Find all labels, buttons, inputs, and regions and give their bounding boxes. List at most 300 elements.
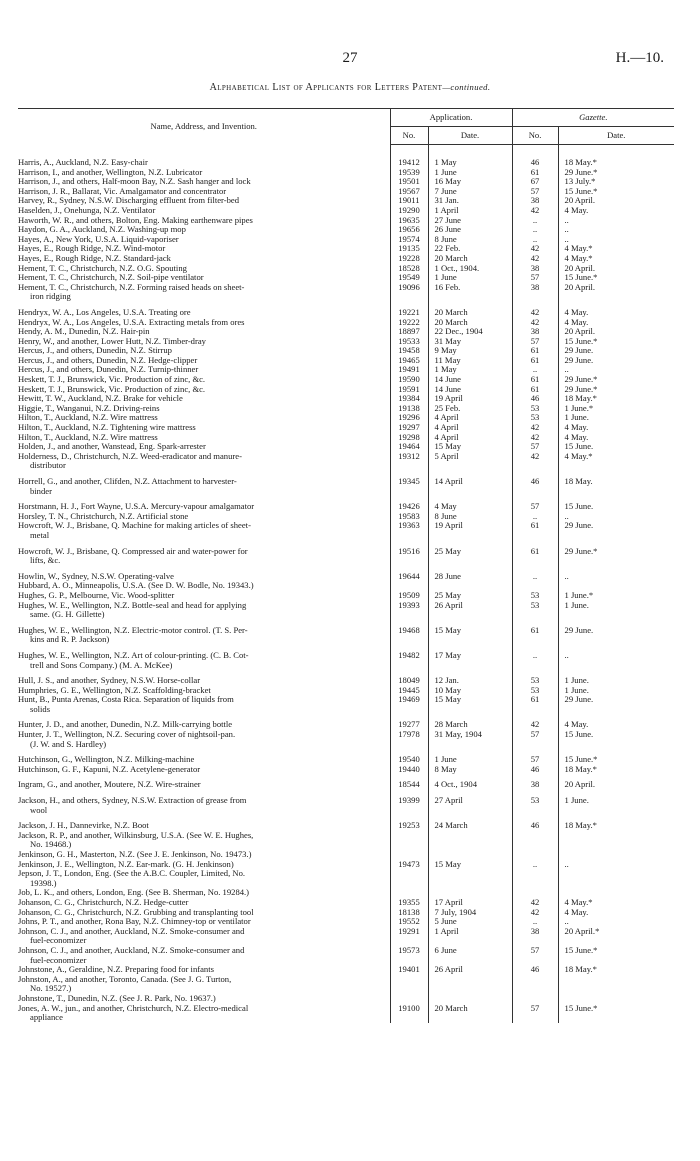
- entry-description: [18, 145, 390, 168]
- application-number: 19491: [390, 365, 428, 375]
- application-date: 1 May: [428, 145, 512, 168]
- entry-line: Johnson, C. J., and another, Auckland, N.Z. Smoke-consumer and: [18, 945, 245, 955]
- entry-description: [18, 686, 390, 696]
- gazette-number: 38: [512, 927, 558, 946]
- gazette-date: ..: [564, 649, 569, 660]
- table-row: [18, 670, 674, 686]
- entry-description: [18, 898, 390, 908]
- application-number: 19253: [390, 815, 428, 831]
- application-number: 19469: [390, 695, 428, 714]
- gazette-number: ..: [512, 512, 558, 522]
- gazette-number: [512, 869, 558, 888]
- gazette-number: 53: [512, 686, 558, 696]
- entry-line: Hement, T. C., Christchurch, N.Z. O.G. Spouting: [18, 263, 187, 273]
- entry-description: [18, 337, 390, 347]
- entry-line: Johnson, C. J., and another, Auckland, N.Z. Smoke-consumer and: [18, 926, 245, 936]
- application-date: 31 Jan.: [428, 196, 512, 206]
- gazette-date: 18 May.*: [564, 965, 597, 975]
- application-date: 4 May: [428, 496, 512, 512]
- entry-description: [18, 385, 390, 395]
- table-row: [18, 994, 674, 1004]
- application-number: 19221: [390, 302, 428, 318]
- entry-description: [18, 394, 390, 404]
- gazette-number: 42: [512, 206, 558, 216]
- application-number: 19011: [390, 196, 428, 206]
- gazette-number: 46: [512, 765, 558, 775]
- entry-description: [18, 695, 390, 714]
- table-row: [18, 927, 674, 946]
- gazette-number: 38: [512, 283, 558, 302]
- application-date: 14 April: [428, 471, 512, 496]
- entry-line: Harrison, J. R., Ballarat, Vic. Amalgamator and concentrator: [18, 186, 227, 196]
- table-row: [18, 908, 674, 918]
- gazette-date: 15 June.*: [564, 186, 598, 196]
- gazette-number: ..: [512, 860, 558, 870]
- entry-description: [18, 375, 390, 385]
- application-number: 19549: [390, 273, 428, 283]
- table-header: [18, 109, 674, 145]
- gazette-date: ..: [564, 365, 569, 375]
- entry-line-continued: (J. W. and S. Hardley): [30, 738, 107, 749]
- table-row: [18, 327, 674, 337]
- entry-line: Hunt, B., Punta Arenas, Costa Rica. Separation of liquids from: [18, 695, 234, 705]
- application-number: 19298: [390, 433, 428, 443]
- application-number: 19473: [390, 860, 428, 870]
- application-number: [390, 888, 428, 898]
- entry-line: Hubbard, A. O., Minneapolis, U.S.A. (See D. W. Bodle, No. 19343.): [18, 581, 254, 591]
- entry-line: Haworth, W. R., and others, Bolton, Eng. Making earthenware pipes: [18, 215, 253, 225]
- entry-description: [18, 346, 390, 356]
- entry-description: [18, 946, 390, 965]
- header-application-no: No.: [390, 127, 428, 145]
- gazette-number: 61: [512, 620, 558, 645]
- table-row: [18, 404, 674, 414]
- application-date: 9 May: [428, 346, 512, 356]
- table-row: [18, 581, 674, 591]
- entry-description: [18, 975, 390, 994]
- application-date: 25 May: [428, 541, 512, 566]
- entry-line: Hull, J. S., and another, Sydney, N.S.W. Horse-collar: [18, 675, 201, 686]
- application-number: [390, 850, 428, 860]
- gazette-date: ..: [564, 570, 569, 581]
- gazette-number: 53: [512, 404, 558, 414]
- table-row: [18, 686, 674, 696]
- header-name-address-invention: Name, Address, and Invention.: [18, 109, 390, 145]
- entry-description: [18, 327, 390, 337]
- gazette-number: 46: [512, 145, 558, 168]
- table-row: [18, 850, 674, 860]
- application-date: 4 April: [428, 423, 512, 433]
- gazette-date: 15 June.*: [564, 273, 598, 283]
- entry-line: Humphries, G. E., Wellington, N.Z. Scaffolding-bracket: [18, 685, 211, 695]
- gazette-number: 61: [512, 356, 558, 366]
- application-number: 18544: [390, 774, 428, 790]
- gazette-date: 1 June.*: [564, 590, 594, 600]
- entry-description: [18, 471, 390, 496]
- entry-description: [18, 765, 390, 775]
- application-date: 16 Feb.: [428, 283, 512, 302]
- entry-line: Holden, J., and another, Wanstead, Eng. Spark-arrester: [18, 442, 206, 452]
- table-row: [18, 601, 674, 620]
- table-row: [18, 815, 674, 831]
- application-number: 19291: [390, 927, 428, 946]
- entry-line: Henry, W., and another, Lower Hutt, N.Z. Timber-dray: [18, 336, 206, 346]
- entry-line: Johnstone, A., Geraldine, N.Z. Preparing food for infants: [18, 965, 214, 975]
- gazette-number: 61: [512, 375, 558, 385]
- entry-description: [18, 264, 390, 274]
- entry-description: [18, 831, 390, 850]
- application-number: 19464: [390, 442, 428, 452]
- title-suffix: —continued.: [442, 82, 491, 92]
- entry-line: Johnston, A., and another, Toronto, Canada. (See J. G. Turton,: [18, 974, 232, 984]
- application-number: 19445: [390, 686, 428, 696]
- entry-description: [18, 1004, 390, 1023]
- application-number: 19540: [390, 749, 428, 765]
- gazette-date: 20 April.: [564, 196, 596, 206]
- gazette-date: 1 June.: [564, 675, 589, 686]
- table-body: [18, 145, 674, 1023]
- table-row: [18, 765, 674, 775]
- entry-line: Johnstone, T., Dunedin, N.Z. (See J. R. Park, No. 19637.): [18, 993, 216, 1003]
- entry-line: Hendryx, W. A., Los Angeles, U.S.A. Treating ore: [18, 306, 191, 317]
- entry-line-continued: iron ridging: [30, 291, 71, 302]
- entry-line: Jenkinson, G. H., Masterton, N.Z. (See J. E. Jenkinson, No. 19473.): [18, 850, 252, 859]
- table-row: [18, 512, 674, 522]
- gazette-date: 18 May.: [564, 476, 593, 486]
- table-row: [18, 168, 674, 178]
- gazette-number: ..: [512, 365, 558, 375]
- entry-line: Harvey, R., Sydney, N.S.W. Discharging effluent from filter-bed: [18, 196, 239, 206]
- entry-line: Johanson, C. G., Christchurch, N.Z. Hedge-cutter: [18, 897, 189, 907]
- gazette-date: [558, 975, 674, 994]
- application-date: 8 June: [428, 512, 512, 522]
- application-date: 20 March: [428, 318, 512, 328]
- gazette-number: 61: [512, 695, 558, 714]
- entry-description: [18, 541, 390, 566]
- entry-description: [18, 196, 390, 206]
- application-number: 19440: [390, 765, 428, 775]
- table-row: [18, 206, 674, 216]
- gazette-date: 4 May.: [564, 205, 589, 215]
- application-date: 11 May: [428, 356, 512, 366]
- application-date: 31 May: [428, 337, 512, 347]
- gazette-number: 53: [512, 670, 558, 686]
- table-row: [18, 898, 674, 908]
- gazette-date: ..: [564, 859, 569, 869]
- gazette-number: 57: [512, 187, 558, 197]
- gazette-date: 29 June.*: [564, 384, 598, 394]
- entry-description: [18, 591, 390, 601]
- entry-description: [18, 423, 390, 433]
- gazette-date: [558, 850, 674, 860]
- application-number: 19393: [390, 601, 428, 620]
- application-number: 19509: [390, 591, 428, 601]
- gazette-number: 42: [512, 898, 558, 908]
- gazette-date: 18 May.*: [564, 157, 597, 167]
- gazette-number: [512, 975, 558, 994]
- gazette-number: 53: [512, 413, 558, 423]
- application-date: [428, 994, 512, 1004]
- entry-line: Hilton, T., Auckland, N.Z. Tightening wire mattress: [18, 423, 196, 433]
- application-date: 28 March: [428, 714, 512, 730]
- gazette-date: 15 June.: [564, 501, 594, 512]
- entry-line: Jepson, J. T., London, Eng. (See the A.B.C. Coupler, Limited, No.: [18, 869, 246, 879]
- table-row: [18, 645, 674, 670]
- application-date: 25 May: [428, 591, 512, 601]
- application-number: [390, 994, 428, 1004]
- gazette-number: 57: [512, 442, 558, 452]
- gazette-date: 15 June.*: [564, 336, 598, 346]
- entry-description: [18, 177, 390, 187]
- gazette-date: 15 June.: [564, 442, 594, 452]
- table-row: [18, 521, 674, 540]
- table-row: [18, 216, 674, 226]
- gazette-date: 4 May.: [564, 719, 589, 730]
- entry-description: [18, 235, 390, 245]
- entry-description: [18, 749, 390, 765]
- table-row: [18, 917, 674, 927]
- entry-description: [18, 442, 390, 452]
- gazette-number: 67: [512, 177, 558, 187]
- entry-line: Hendy, A. M., Dunedin, N.Z. Hair-pin: [18, 327, 150, 337]
- gazette-date: 15 June.: [564, 730, 594, 740]
- table-row: [18, 1004, 674, 1023]
- gazette-date: [558, 869, 674, 888]
- entry-line: Harris, A., Auckland, N.Z. Easy-chair: [18, 156, 148, 167]
- entry-line-continued: distributor: [30, 460, 66, 471]
- application-date: 7 July, 1904: [428, 908, 512, 918]
- table-row: [18, 442, 674, 452]
- application-date: 8 June: [428, 235, 512, 245]
- table-row: [18, 177, 674, 187]
- gazette-date: ..: [564, 234, 569, 244]
- gazette-date: 4 May.: [564, 907, 589, 917]
- application-date: 15 May: [428, 620, 512, 645]
- application-date: 22 Feb.: [428, 244, 512, 254]
- table-row: [18, 541, 674, 566]
- application-number: 19656: [390, 225, 428, 235]
- application-date: 27 June: [428, 216, 512, 226]
- gazette-date: 18 May.*: [564, 394, 597, 404]
- entry-line-continued: binder: [30, 485, 52, 496]
- application-date: [428, 581, 512, 591]
- entry-line: Hayes, A., New York, U.S.A. Liquid-vaporiser: [18, 234, 179, 244]
- gazette-number: 57: [512, 496, 558, 512]
- application-date: [428, 888, 512, 898]
- gazette-number: 46: [512, 965, 558, 975]
- application-number: 19228: [390, 254, 428, 264]
- application-number: 19135: [390, 244, 428, 254]
- entry-line: Jones, A. W., jun., and another, Christchurch, N.Z. Electro-medical: [18, 1003, 249, 1013]
- entry-description: [18, 521, 390, 540]
- gazette-number: 42: [512, 254, 558, 264]
- application-number: 19426: [390, 496, 428, 512]
- table-row: [18, 730, 674, 749]
- gazette-date: 1 June.: [564, 795, 589, 806]
- application-date: 1 Oct., 1904.: [428, 264, 512, 274]
- application-date: [428, 850, 512, 860]
- application-date: 4 April: [428, 433, 512, 443]
- entry-line: Hayes, E., Rough Ridge, N.Z. Standard-jack: [18, 253, 171, 263]
- application-date: 25 Feb.: [428, 404, 512, 414]
- application-number: 18897: [390, 327, 428, 337]
- entry-description: [18, 927, 390, 946]
- entry-line-continued: lifts, &c.: [30, 555, 61, 566]
- table-row: [18, 273, 674, 283]
- entry-line: Hercus, J., and others, Dunedin, N.Z. Stirrup: [18, 346, 172, 356]
- application-number: 19583: [390, 512, 428, 522]
- table-row: [18, 302, 674, 318]
- table-row: [18, 346, 674, 356]
- table-row: [18, 375, 674, 385]
- entry-description: [18, 452, 390, 471]
- gazette-date: 4 May.*: [564, 897, 593, 907]
- entry-line: Hement, T. C., Christchurch, N.Z. Soil-pipe ventilator: [18, 273, 204, 283]
- entry-description: [18, 850, 390, 860]
- entry-line: Haydon, G. A., Auckland, N.Z. Washing-up mop: [18, 225, 186, 235]
- application-number: 18049: [390, 670, 428, 686]
- table-row: [18, 869, 674, 888]
- gazette-number: 38: [512, 264, 558, 274]
- gazette-date: 18 May.*: [564, 764, 597, 774]
- entry-line: Howcroft, W. J., Brisbane, Q. Machine for making articles of sheet-: [18, 521, 251, 531]
- application-date: 22 Dec., 1904: [428, 327, 512, 337]
- entry-line: Johns, P. T., and another, Rona Bay, N.Z. Chimney-top or ventilator: [18, 917, 251, 927]
- gazette-number: 38: [512, 196, 558, 206]
- entry-line: Hendryx, W. A., Los Angeles, U.S.A. Extracting metals from ores: [18, 317, 245, 327]
- entry-description: [18, 670, 390, 686]
- application-number: 19296: [390, 413, 428, 423]
- entry-description: [18, 965, 390, 975]
- entry-line: Heskett, T. J., Brunswick, Vic. Production of zinc, &c.: [18, 384, 206, 394]
- gazette-number: [512, 994, 558, 1004]
- table-row: [18, 264, 674, 274]
- entry-line: Horstmann, H. J., Fort Wayne, U.S.A. Mercury-vapour amalgamator: [18, 501, 255, 512]
- gazette-date: 4 May.*: [564, 451, 593, 461]
- entry-line: Hayes, E., Rough Ridge, N.Z. Wind-motor: [18, 244, 166, 254]
- gazette-number: ..: [512, 566, 558, 582]
- application-date: 20 March: [428, 1004, 512, 1023]
- table-row: [18, 695, 674, 714]
- table-row: [18, 946, 674, 965]
- gazette-number: 57: [512, 1004, 558, 1023]
- gazette-date: [558, 581, 674, 591]
- table-row: [18, 365, 674, 375]
- application-date: 31 May, 1904: [428, 730, 512, 749]
- table-row: [18, 337, 674, 347]
- application-date: 26 April: [428, 601, 512, 620]
- entry-line: Hutchinson, G. F., Kapuni, N.Z. Acetylene-generator: [18, 764, 201, 774]
- entry-description: [18, 774, 390, 790]
- entry-line: Heskett, T. J., Brunswick, Vic. Production of zinc, &c.: [18, 375, 206, 385]
- table-row: [18, 714, 674, 730]
- gazette-date: ..: [564, 917, 569, 927]
- entry-description: [18, 273, 390, 283]
- table-row: [18, 145, 674, 168]
- entry-line: Harrison, I., and another, Wellington, N.Z. Lubricator: [18, 167, 203, 177]
- entry-description: [18, 365, 390, 375]
- entry-line: Hunter, J. T., Wellington, N.Z. Securing cover of nightsoil-pan.: [18, 730, 236, 740]
- gazette-number: 57: [512, 749, 558, 765]
- gazette-date: 20 April.*: [564, 926, 600, 936]
- gazette-number: 53: [512, 591, 558, 601]
- application-date: 1 April: [428, 206, 512, 216]
- entry-description: [18, 908, 390, 918]
- gazette-number: 61: [512, 385, 558, 395]
- application-number: 19591: [390, 385, 428, 395]
- application-date: 1 June: [428, 273, 512, 283]
- application-date: 17 April: [428, 898, 512, 908]
- gazette-number: 57: [512, 273, 558, 283]
- gazette-date: 4 May.*: [564, 253, 593, 263]
- applicants-table: [18, 108, 674, 1023]
- application-date: [428, 975, 512, 994]
- application-number: 19138: [390, 404, 428, 414]
- gazette-date: 1 June.: [564, 600, 589, 610]
- gazette-number: ..: [512, 225, 558, 235]
- gazette-date: ..: [564, 225, 569, 235]
- application-number: 19465: [390, 356, 428, 366]
- entry-line: Johanson, C. G., Christchurch, N.Z. Grubbing and transplanting tool: [18, 907, 254, 917]
- document-reference: H.—10.: [615, 50, 664, 66]
- entry-line: Jackson, J. H., Dannevirke, N.Z. Boot: [18, 820, 149, 831]
- application-number: 19501: [390, 177, 428, 187]
- page-title: [0, 82, 700, 93]
- entry-description: [18, 566, 390, 582]
- entry-description: [18, 645, 390, 670]
- entry-line-continued: appliance: [30, 1012, 63, 1023]
- application-number: [390, 975, 428, 994]
- table-row: [18, 254, 674, 264]
- gazette-date: 29 June.: [564, 355, 594, 365]
- entry-line: Haselden, J., Onehunga, N.Z. Ventilator: [18, 205, 156, 215]
- application-number: 19458: [390, 346, 428, 356]
- entry-line-continued: 19398.): [30, 877, 57, 888]
- application-date: 17 May: [428, 645, 512, 670]
- entry-line-continued: kins and R. P. Jackson): [30, 634, 110, 645]
- table-row: [18, 225, 674, 235]
- entry-description: [18, 994, 390, 1004]
- application-date: 8 May: [428, 765, 512, 775]
- table-row: [18, 196, 674, 206]
- application-number: 19096: [390, 283, 428, 302]
- entry-line: Hughes, W. E., Wellington, N.Z. Electric-motor control. (T. S. Per-: [18, 624, 248, 635]
- application-number: 19222: [390, 318, 428, 328]
- gazette-date: 1 June.*: [564, 403, 594, 413]
- application-number: 19277: [390, 714, 428, 730]
- table-row: [18, 413, 674, 423]
- gazette-date: 20 April.: [564, 779, 596, 790]
- entry-line: Ingram, G., and another, Moutere, N.Z. Wire-strainer: [18, 779, 201, 790]
- gazette-number: ..: [512, 216, 558, 226]
- application-number: 17978: [390, 730, 428, 749]
- entry-line: Hutchinson, G., Wellington, N.Z. Milking-machine: [18, 754, 195, 765]
- entry-description: [18, 206, 390, 216]
- gazette-number: 57: [512, 337, 558, 347]
- entry-description: [18, 860, 390, 870]
- application-number: 19297: [390, 423, 428, 433]
- entry-line: Jenkinson, J. E., Wellington, N.Z. Ear-mark. (G. H. Jenkinson): [18, 859, 234, 869]
- gazette-date: 4 May.: [564, 306, 589, 317]
- entry-line: Hunter, J. D., and another, Dunedin, N.Z. Milk-carrying bottle: [18, 719, 233, 730]
- table-row: [18, 356, 674, 366]
- application-number: 19539: [390, 168, 428, 178]
- gazette-date: ..: [564, 511, 569, 521]
- gazette-number: [512, 888, 558, 898]
- application-date: 5 April: [428, 452, 512, 471]
- application-date: 14 June: [428, 385, 512, 395]
- entry-description: [18, 790, 390, 815]
